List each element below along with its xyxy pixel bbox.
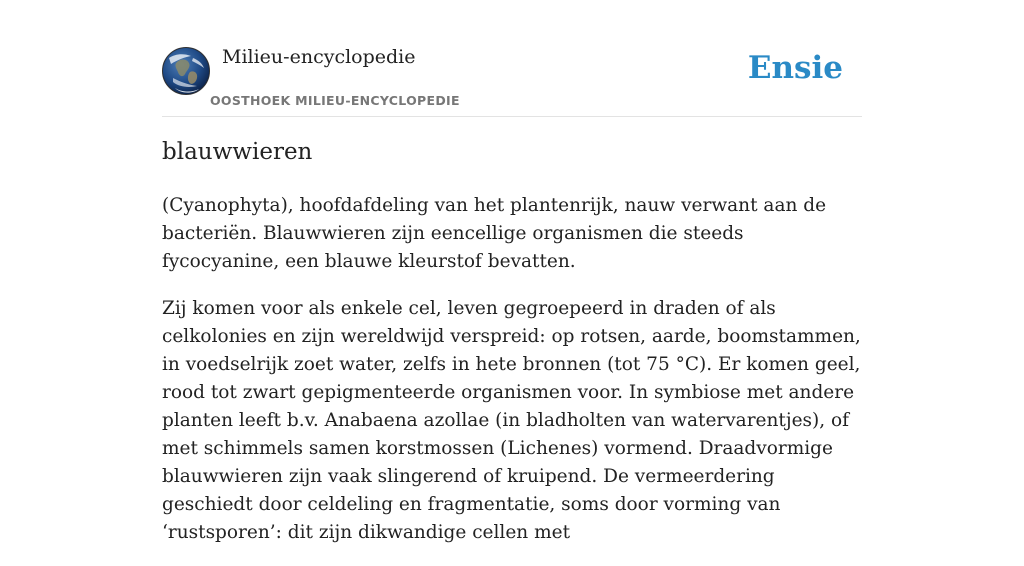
site-header (162, 46, 862, 117)
site-title[interactable]: Milieu-encyclopedie (222, 46, 416, 68)
entry-paragraph: Zij komen voor als enkele cel, leven gegroepeerd in draden of als celkolonies en zijn wereldwijd verspreid: op rotsen, aarde, boomstammen, in voedselrijk zoet water, zelfs in hete bronnen (tot 75 °C). Er komen geel, rood tot zwart gepigmenteerde organismen voor. In symbiose met andere planten leeft b.v. Anabaena azollae (in bladholten van watervarentjes), of met schimmels samen korstmossen (Lichenes) vormend. Draadvormige blauwwieren zijn vaak slingerend of kruipend. De vermeerdering geschiedt door celdeling en fragmentatie, soms door vorming van ‘rustsporen’: dit zijn dikwandige cellen met (162, 298, 861, 543)
brand-logo-link[interactable]: Ensie (747, 50, 843, 86)
entry-body (162, 192, 866, 566)
entry-title: blauwwieren (162, 139, 313, 165)
earth-globe-icon[interactable] (162, 47, 210, 95)
entry-paragraph: (Cyanophyta), hoofdafdeling van het plantenrijk, nauw verwant aan de bacteriën. Blauwwieren zijn eencellige organismen die steeds fycocyanine, een blauwe kleurstof bevatten. (162, 195, 827, 272)
site-subtitle[interactable]: OOSTHOEK MILIEU-ENCYCLOPEDIE (210, 93, 460, 108)
